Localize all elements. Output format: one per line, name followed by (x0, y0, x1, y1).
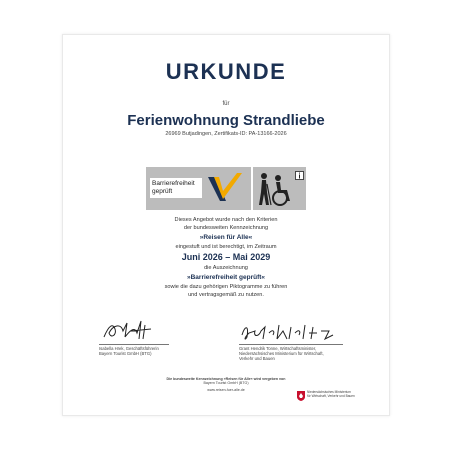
body-line-3: eingestuft und ist berechtigt, im Zeitraum (175, 244, 277, 250)
body-line-6: und vertragsgemäß zu nutzen. (188, 292, 264, 298)
for-label: für (222, 101, 230, 107)
footer-line-3: www.reisen-fuer-alle.de (207, 387, 245, 392)
badge-logo-box (146, 167, 251, 210)
walking-person-with-cane-icon (256, 172, 272, 206)
right-caption-line2: Niedersächsisches Ministerium für Wirtschaft, (239, 351, 324, 356)
checkmark-icon (204, 171, 248, 207)
label-name: »Reisen für Alle« (199, 234, 253, 241)
info-icon (295, 171, 304, 180)
right-signature-caption (239, 346, 324, 361)
left-caption-line2: Bayern Tourist GmbH (BTG) (99, 351, 152, 356)
accessibility-badge (146, 167, 314, 210)
address-line: 26969 Butjadingen, Zertifikats-ID: PA-13166-2026 (165, 131, 287, 137)
wheelchair-icon (271, 174, 293, 206)
right-signature-line (239, 344, 343, 345)
left-signature (101, 319, 161, 343)
left-caption-line1: Isabella Hrek, Geschäftsführerin (99, 346, 159, 351)
ministry-logo (297, 391, 377, 403)
left-signature-line (99, 344, 169, 345)
body-line-5: sowie die dazu gehörigen Piktogramme zu führen (164, 284, 288, 290)
certificate-title: URKUNDE (165, 59, 287, 84)
ministry-line1: Niedersächsisches Ministerium (307, 390, 351, 394)
left-signature-caption (99, 346, 159, 356)
coat-of-arms-icon (297, 391, 305, 401)
property-name: Ferienwohnung Strandliebe (127, 112, 325, 129)
award-name: »Barrierefreiheit geprüft« (186, 274, 266, 281)
footer-line-2: Bayern Tourist GmbH (BTG) (203, 381, 249, 386)
badge-label-line1: Barrierefreiheit (152, 180, 195, 187)
ministry-line2: für Wirtschaft, Verkehr und Bauen (307, 393, 355, 398)
body-line-2: der bundesweiten Kennzeichnung (183, 225, 269, 231)
right-caption-line3: Verkehr und Bauen (239, 356, 275, 361)
ministry-text (307, 391, 355, 399)
right-signature (239, 321, 339, 343)
pictogram-box (253, 167, 306, 210)
badge-label-line2: geprüft (152, 187, 173, 195)
body-line-1: Dieses Angebot wurde nach den Kriterien (174, 217, 278, 223)
certificate-page (62, 34, 390, 416)
right-caption-line1: Grant Hendrik Tonne, Wirtschaftsminister, (239, 346, 317, 351)
body-line-4: die Auszeichnung (204, 265, 248, 271)
footer-line-1: Die bundesweite Kennzeichnung »Reisen für Alle« wird vergeben von (166, 377, 286, 381)
validity-period: Juni 2026 – Mai 2029 (181, 252, 271, 262)
badge-label (150, 178, 202, 198)
